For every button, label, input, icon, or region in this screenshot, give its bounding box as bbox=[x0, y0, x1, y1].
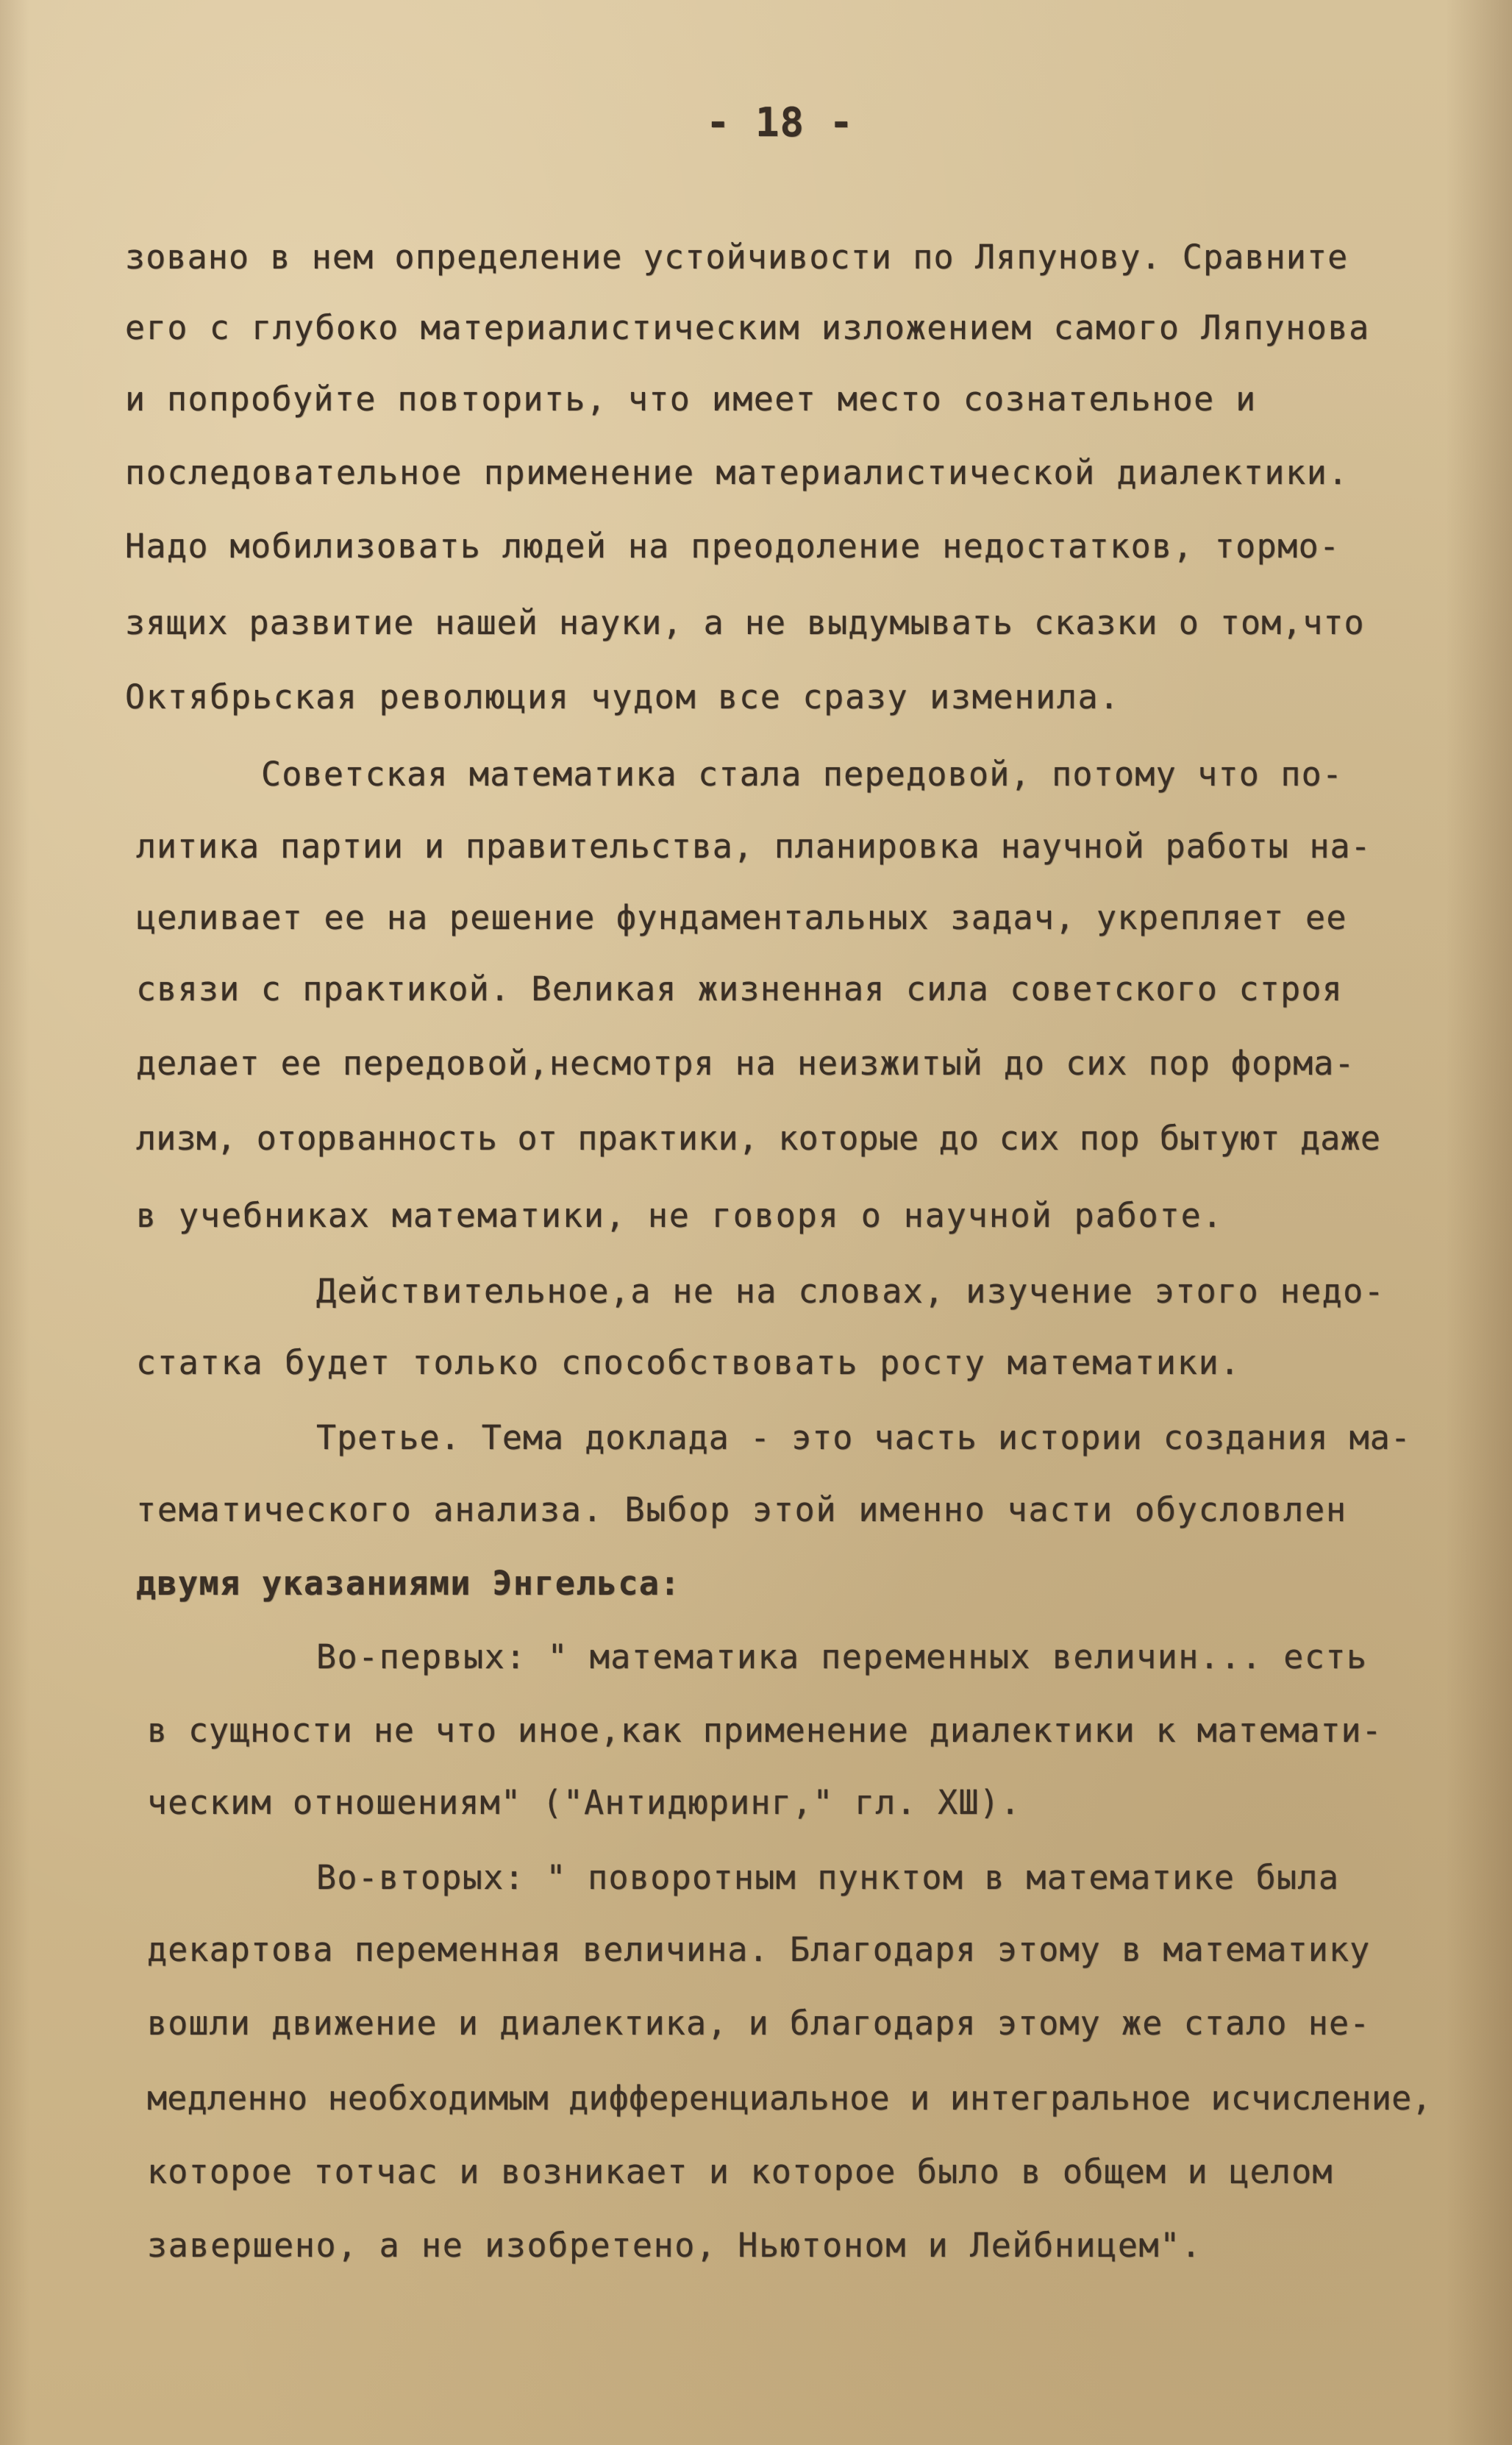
text-line: Действительное,а не на словах, изучение этого недо- bbox=[316, 1272, 1386, 1311]
page-number: - 18 - bbox=[706, 99, 855, 146]
text-line: целивает ее на решение фундаментальных задач, укрепляет ее bbox=[136, 898, 1347, 937]
text-line: в сущности не что иное,как применение диалектики к математи- bbox=[147, 1711, 1383, 1750]
text-line: завершено, а не изобретено, Ньютоном и Лейбницем". bbox=[147, 2226, 1202, 2265]
text-line: медленно необходимым дифференциальное и интегральное исчисление, bbox=[147, 2079, 1432, 2118]
text-line: последовательное применение материалистической диалектики. bbox=[125, 453, 1349, 492]
text-line: Во-вторых: " поворотным пунктом в математике была bbox=[316, 1858, 1340, 1897]
page-edge-shadow-left bbox=[0, 0, 29, 2445]
text-line: связи с практикой. Великая жизненная сила советского строя bbox=[136, 969, 1343, 1008]
text-line: зящих развитие нашей науки, а не выдумывать сказки о том,что bbox=[125, 603, 1365, 642]
text-line: Третье. Тема доклада - это часть истории создания ма- bbox=[316, 1418, 1411, 1457]
text-line: Советская математика стала передовой, потому что по- bbox=[261, 755, 1344, 794]
text-line: ческим отношениям" ("Антидюринг," гл. ХШ). bbox=[147, 1783, 1021, 1822]
text-line: зовано в нем определение устойчивости по Ляпунову. Сравните bbox=[125, 238, 1349, 277]
text-line: которое тотчас и возникает и которое было в общем и целом bbox=[147, 2152, 1333, 2191]
page-edge-shadow-right bbox=[1446, 0, 1512, 2445]
text-line: литика партии и правительства, планировка научной работы на- bbox=[136, 827, 1372, 866]
text-line: Во-первых: " математика переменных величин... есть bbox=[316, 1637, 1368, 1676]
text-line: лизм, оторванность от практики, которые до сих пор бытуют даже bbox=[136, 1119, 1381, 1158]
text-line: статка будет только способствовать росту математики. bbox=[136, 1343, 1241, 1382]
text-line: Надо мобилизовать людей на преодоление недостатков, тормо- bbox=[125, 527, 1341, 566]
text-line: вошли движение и диалектика, и благодаря этому же стало не- bbox=[147, 2004, 1371, 2043]
text-line: двумя указаниями Энгельса: bbox=[136, 1564, 681, 1603]
text-line: тематического анализа. Выбор этой именно части обусловлен bbox=[136, 1490, 1347, 1529]
text-line: Октябрьская революция чудом все сразу изменила. bbox=[125, 677, 1121, 716]
text-line: в учебниках математики, не говоря о научной работе. bbox=[136, 1196, 1224, 1235]
text-line: его с глубоко материалистическим изложением самого Ляпунова bbox=[125, 308, 1370, 347]
text-line: и попробуйте повторить, что имеет место сознательное и bbox=[125, 380, 1257, 419]
text-line: декартова переменная величина. Благодаря этому в математику bbox=[147, 1930, 1371, 1969]
text-line: делает ее передовой,несмотря на неизжитый до сих пор форма- bbox=[136, 1044, 1355, 1083]
